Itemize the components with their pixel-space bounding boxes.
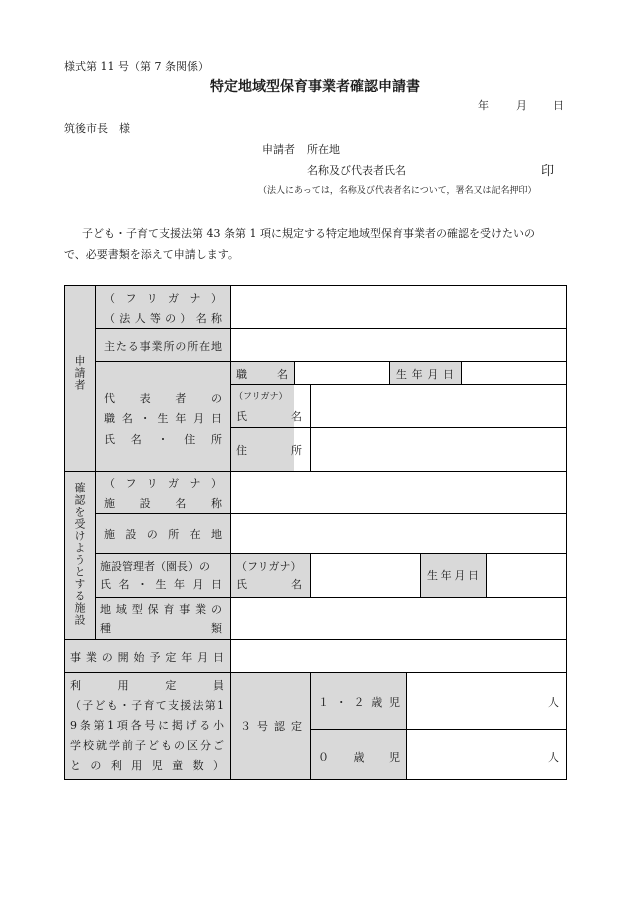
manager-name-field[interactable]	[311, 554, 420, 597]
job-title-label: 職名	[236, 368, 288, 381]
business-type-label-line2: 種類	[100, 622, 222, 635]
rep-birth-label: 生年月日	[396, 368, 454, 381]
age0-unit: 人	[548, 751, 559, 764]
rep-job-title-field[interactable]	[295, 362, 389, 384]
capacity-label-line3: 9条第1項各号に掲げる小	[70, 719, 224, 732]
body-text-line2: で、必要書類を添えて申請します。	[64, 248, 239, 261]
form-number: 様式第 11 号（第 7 条関係）	[64, 60, 209, 73]
rep-label-line3: 氏名・住所	[104, 433, 222, 446]
manager-name-label: 氏名	[236, 578, 302, 591]
rep-furigana-label: （フリガナ）	[234, 392, 288, 402]
main-office-label: 主たる事業所の所在地	[104, 340, 222, 353]
manager-birth-field[interactable]	[487, 554, 566, 597]
age0-label: ０歳児	[318, 751, 400, 764]
date-year: 年	[478, 99, 489, 112]
age0-count-field[interactable]	[407, 730, 545, 779]
capacity-label-line2: （子ども・子育て支援法第1	[70, 699, 224, 712]
main-office-field[interactable]	[231, 329, 566, 361]
manager-label-line1: 施設管理者（園長）の	[100, 560, 210, 573]
rep-birth-field[interactable]	[462, 362, 566, 384]
capacity-label-line5: との利用児童数）	[70, 759, 224, 772]
applicant-address-label: 所在地	[307, 143, 340, 156]
date-month: 月	[516, 99, 527, 112]
age12-label: １・２歳児	[318, 696, 400, 709]
facility-name-label: 施設名称	[104, 497, 222, 510]
rep-name-field[interactable]	[311, 385, 566, 427]
facility-name-field[interactable]	[231, 472, 566, 513]
applicant-label: 申請者	[262, 143, 295, 156]
rep-address-label: 住所	[236, 444, 302, 457]
start-date-label: 事業の開始予定年月日	[70, 651, 224, 664]
manager-furigana-label: （フリガナ）	[236, 560, 302, 573]
addressee: 筑後市長 様	[64, 122, 130, 135]
applicant-section-label: 申請者	[73, 355, 86, 391]
age12-unit: 人	[548, 696, 559, 709]
date-day: 日	[553, 99, 564, 112]
capacity-label-line1: 利用定員	[70, 679, 224, 692]
start-date-field[interactable]	[231, 640, 566, 672]
facility-address-field[interactable]	[231, 514, 566, 553]
rep-label-line2: 職名・生年月日	[104, 412, 222, 425]
facility-furigana-label: （フリガナ）	[104, 477, 222, 490]
applicant-note: （法人にあっては，名称及び代表者名について，署名又は記名押印）	[258, 186, 537, 196]
rep-label-line1: 代表者の	[104, 392, 222, 405]
furigana-label: （フリガナ）	[104, 292, 222, 305]
rep-name-label: 氏名	[236, 410, 302, 423]
manager-birth-label: 生年月日	[427, 569, 479, 582]
facility-section-label: 確認を受けようとする施設	[73, 482, 86, 626]
applicant-name-label: 名称及び代表者氏名	[307, 164, 406, 177]
body-text-line1: 子ども・子育て支援法第 43 条第 1 項に規定する特定地域型保育事業者の確認を受けたいの	[82, 227, 535, 240]
capacity-label-line4: 学校就学前子どもの区分ご	[70, 739, 224, 752]
age12-count-field[interactable]	[407, 673, 545, 729]
business-type-field[interactable]	[231, 598, 566, 639]
facility-address-label: 施設の所在地	[104, 528, 222, 541]
corp-name-label: （法人等の）名称	[104, 312, 222, 325]
cert3-label: ３号認定	[240, 720, 302, 733]
business-type-label-line1: 地域型保育事業の	[100, 603, 222, 616]
corp-name-field[interactable]	[231, 286, 566, 328]
rep-address-field[interactable]	[311, 428, 566, 471]
document-title: 特定地域型保育事業者確認申請書	[210, 79, 420, 95]
seal-mark: 印	[541, 164, 555, 179]
manager-label-line2: 氏名・生年月日	[100, 578, 222, 591]
